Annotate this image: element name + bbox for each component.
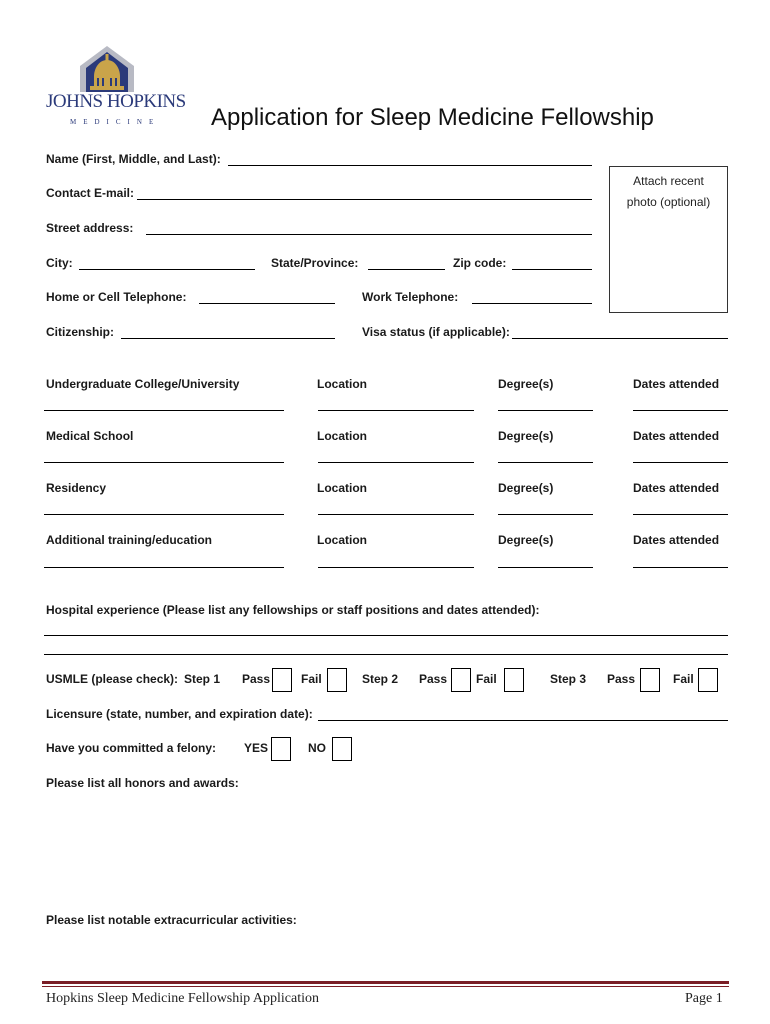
city-label: City:	[46, 256, 73, 270]
state-label: State/Province:	[271, 256, 359, 270]
hospital-experience-line-1[interactable]	[44, 635, 728, 636]
felony-label: Have you committed a felony:	[46, 741, 217, 755]
degree-field[interactable]	[498, 410, 593, 411]
location-header: Location	[317, 429, 367, 443]
location-field[interactable]	[318, 410, 474, 411]
logo-wordmark: JOHNS HOPKINS	[46, 91, 186, 112]
felony-no-checkbox[interactable]	[332, 737, 352, 761]
education-institution: Medical School	[46, 429, 134, 443]
institution-field[interactable]	[44, 410, 284, 411]
degree-header: Degree(s)	[498, 481, 554, 495]
zip-field[interactable]	[512, 269, 592, 270]
name-label: Name (First, Middle, and Last):	[46, 152, 221, 166]
citizenship-label: Citizenship:	[46, 325, 114, 339]
step1-fail-checkbox[interactable]	[327, 668, 347, 692]
education-institution: Undergraduate College/University	[46, 377, 240, 391]
hospital-experience-label: Hospital experience (Please list any fellowships or staff positions and dates attended):	[46, 603, 540, 617]
footer-rule-thin	[42, 986, 729, 987]
dates-field[interactable]	[633, 514, 728, 515]
footer-title: Hopkins Sleep Medicine Fellowship Application	[46, 991, 319, 1006]
shield-dome-icon	[76, 44, 138, 94]
zip-label: Zip code:	[453, 256, 507, 270]
location-header: Location	[317, 481, 367, 495]
institution-field[interactable]	[44, 514, 284, 515]
step1-pass-label: Pass	[242, 672, 271, 686]
extracurricular-label: Please list notable extracurricular activities:	[46, 913, 297, 927]
dates-field[interactable]	[633, 410, 728, 411]
home-phone-field[interactable]	[199, 303, 335, 304]
dates-header: Dates attended	[633, 377, 720, 391]
institution-field[interactable]	[44, 462, 284, 463]
step2-pass-checkbox[interactable]	[451, 668, 471, 692]
degree-field[interactable]	[498, 462, 593, 463]
hospital-experience-line-2[interactable]	[44, 654, 728, 655]
photo-box-line1: Attach recent	[633, 174, 704, 188]
photo-attach-box[interactable]	[609, 166, 728, 313]
step3-pass-label: Pass	[607, 672, 636, 686]
usmle-step3-label: Step 3	[550, 672, 587, 686]
name-field[interactable]	[228, 165, 592, 166]
degree-field[interactable]	[498, 514, 593, 515]
logo-subtitle: MEDICINE	[70, 118, 161, 126]
city-field[interactable]	[79, 269, 255, 270]
location-field[interactable]	[318, 514, 474, 515]
degree-header: Degree(s)	[498, 533, 554, 547]
home-phone-label: Home or Cell Telephone:	[46, 290, 187, 304]
street-field[interactable]	[146, 234, 592, 235]
dates-field[interactable]	[633, 567, 728, 568]
dates-field[interactable]	[633, 462, 728, 463]
honors-field[interactable]	[44, 796, 728, 896]
felony-yes-checkbox[interactable]	[271, 737, 291, 761]
step3-fail-checkbox[interactable]	[698, 668, 718, 692]
step2-pass-label: Pass	[419, 672, 448, 686]
page-number: Page 1	[685, 991, 723, 1006]
degree-field[interactable]	[498, 567, 593, 568]
location-field[interactable]	[318, 567, 474, 568]
step2-fail-label: Fail	[476, 672, 497, 686]
step2-fail-checkbox[interactable]	[504, 668, 524, 692]
email-field[interactable]	[137, 199, 592, 200]
usmle-step2-label: Step 2	[362, 672, 399, 686]
work-phone-field[interactable]	[472, 303, 592, 304]
education-institution: Residency	[46, 481, 107, 495]
step1-pass-checkbox[interactable]	[272, 668, 292, 692]
location-field[interactable]	[318, 462, 474, 463]
licensure-field[interactable]	[318, 720, 728, 721]
step3-fail-label: Fail	[673, 672, 694, 686]
step1-fail-label: Fail	[301, 672, 322, 686]
education-institution: Additional training/education	[46, 533, 212, 547]
state-field[interactable]	[368, 269, 445, 270]
usmle-step1-label: Step 1	[184, 672, 221, 686]
licensure-label: Licensure (state, number, and expiration date):	[46, 707, 313, 721]
location-header: Location	[317, 533, 367, 547]
dates-header: Dates attended	[633, 533, 720, 547]
felony-yes-label: YES	[244, 741, 269, 755]
email-label: Contact E-mail:	[46, 186, 135, 200]
street-label: Street address:	[46, 221, 134, 235]
dates-header: Dates attended	[633, 481, 720, 495]
dates-header: Dates attended	[633, 429, 720, 443]
honors-label: Please list all honors and awards:	[46, 776, 239, 790]
photo-box-line2: photo (optional)	[626, 195, 711, 209]
usmle-label: USMLE (please check):	[46, 672, 179, 686]
institution-field[interactable]	[44, 567, 284, 568]
location-header: Location	[317, 377, 367, 391]
footer-rule	[42, 981, 729, 984]
work-phone-label: Work Telephone:	[362, 290, 459, 304]
degree-header: Degree(s)	[498, 377, 554, 391]
felony-no-label: NO	[308, 741, 326, 755]
citizenship-field[interactable]	[121, 338, 335, 339]
page-title: Application for Sleep Medicine Fellowship	[211, 104, 654, 131]
step3-pass-checkbox[interactable]	[640, 668, 660, 692]
visa-field[interactable]	[512, 338, 728, 339]
degree-header: Degree(s)	[498, 429, 554, 443]
visa-label: Visa status (if applicable):	[362, 325, 510, 339]
extracurricular-field[interactable]	[44, 932, 728, 976]
